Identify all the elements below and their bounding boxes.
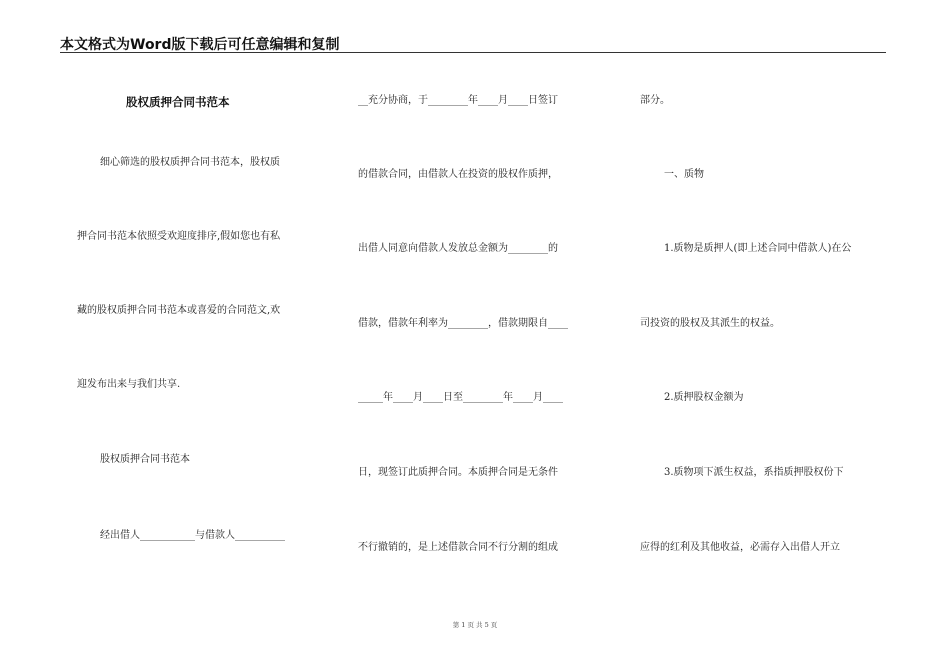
text-line: 不行撤销的，是上述借款合同不行分割的组成 xyxy=(358,542,558,553)
text-line: 部分。 xyxy=(640,95,670,106)
text-line: 2.质押股权金额为 xyxy=(664,392,744,403)
page-number: 第 1 页 共 5 页 xyxy=(452,621,498,629)
header-divider xyxy=(60,52,886,53)
text-line: 押合同书范本依照受欢迎度排序,假如您也有私 xyxy=(77,231,281,242)
text-line: _____年____月____日至________年____月____ xyxy=(358,392,563,403)
document-header-title: 本文格式为Word版下载后可任意编辑和复制 xyxy=(60,37,340,53)
text-line: 1.质物是质押人(即上述合同中借款人)在公 xyxy=(664,243,852,254)
text-line: 迎发布出来与我们共享. xyxy=(77,379,181,390)
text-line: 司投资的股权及其派生的权益。 xyxy=(640,318,780,329)
document-title: 股权质押合同书范本 xyxy=(126,95,230,109)
text-line: 应得的红利及其他收益，必需存入出借人开立 xyxy=(640,542,840,553)
text-line: 3.质物项下派生权益，系指质押股权份下 xyxy=(664,467,844,478)
text-line: 出借人同意向借款人发放总金额为________的 xyxy=(358,243,558,254)
text-line: 股权质押合同书范本 xyxy=(100,454,190,465)
text-line: 经出借人___________与借款人__________ xyxy=(100,530,285,541)
text-line: 借款，借款年利率为________，借款期限自____ xyxy=(358,318,568,329)
text-line: 藏的股权质押合同书范本或喜爱的合同范文,欢 xyxy=(77,305,281,316)
text-line: __充分协商，于________年____月____日签订 xyxy=(358,95,558,106)
text-line: 的借款合同，由借款人在投资的股权作质押， xyxy=(358,169,558,180)
text-line: 细心筛选的股权质押合同书范本，股权质 xyxy=(100,157,280,168)
text-line: 一、质物 xyxy=(664,169,704,180)
text-line: 日，现签订此质押合同。本质押合同是无条件 xyxy=(358,467,558,478)
